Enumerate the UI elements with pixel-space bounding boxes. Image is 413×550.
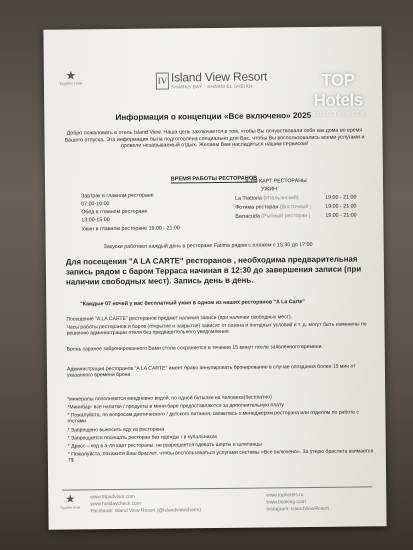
restaurant-cuisine: (Восточный ) xyxy=(279,203,312,211)
restaurant-cuisine: (Рыбный ресторан ) xyxy=(261,212,311,220)
footer-divider xyxy=(62,486,372,490)
corner-logo xyxy=(58,69,84,85)
main-restaurant-line: Завтрак в главном ресторане xyxy=(81,192,154,200)
snacks-info: Закуски работают каждый день в ресторане Fatima рядом с пляжем с 15:30 до 17:00 xyxy=(103,241,313,251)
booking-notice: Для посещения "A LA CARTE" ресторанов , необходима предварительная запись рядом с баром Терраса начиная в 12:30 до завершения записи (при наличии свободных мест). Запись день в день. xyxy=(65,254,362,287)
restaurant-time: 19:00 - 21:00 xyxy=(325,212,357,219)
footer-link: www.holidaycheck.com xyxy=(90,501,141,508)
restaurant-time: 19:00 - 21:00 xyxy=(325,203,357,210)
watermark-title: TOP Hotels xyxy=(313,70,363,110)
note-item: *Минибар- все напитки / продукты в мини-баре предоставляются за дополнительную плату xyxy=(67,402,284,411)
footer-link: Instagram: IslandViewResort xyxy=(266,506,329,513)
dinner-label: УЖИН xyxy=(261,186,277,193)
alacarte-restaurant-row xyxy=(235,195,299,202)
alacarte-restaurant-row xyxy=(235,204,311,211)
alacarte-heading: А-ЛЯ КАРТ РЕСТОРАНЫ xyxy=(244,178,307,185)
restaurant-time: 19:00 - 21:00 xyxy=(325,194,357,201)
rule-text: Администрация ресторанов "A LA CARTE" имеет право аннулировать бронирование в случае опоздания более 15 мин от указанного времени брони. xyxy=(66,363,356,379)
star-icon: ★ xyxy=(65,68,77,83)
note-item: * Запрещается посещать ресторан без одежды / в купальниках xyxy=(67,433,218,442)
rule-text: Часы работы ресторанов и баров (открытие и закрытие) зависят от сезона и погодных условий и т. д. могут быть изменены по решению администрации отеля без предварительного уведомления. xyxy=(66,321,367,337)
main-restaurant-line: Обед в главном ресторане xyxy=(81,208,148,216)
free-dinner-note: "Каждые 07 ночей у вас бесплатный ужин в одном из наших ресторанов "A La Carte" xyxy=(80,299,305,308)
rule-text: Посещение "A LA CARTE" ресторанов предмет наличия записи (при наличии свободных мест). xyxy=(66,314,293,323)
note-item: * Пожалуйста, по вопросам диетического / детского питания, свяжитесь с менеджером ресторана или отделом по работе с гостями xyxy=(67,409,360,425)
star-icon: ★ xyxy=(65,493,76,506)
watermark-subtitle: ФОТО ТУРИСТА xyxy=(312,111,365,118)
footer-logo xyxy=(60,494,80,509)
footer-logo-caption: Egyptian Hotel xyxy=(60,505,81,510)
hotel-name: Island View Resort xyxy=(170,69,268,85)
hotel-brand xyxy=(156,69,316,90)
restaurant-cuisine: (Итальянский) xyxy=(263,195,299,202)
info-sheet xyxy=(43,26,386,530)
footer-link: www.booking.com xyxy=(266,500,306,506)
restaurant-name: Barracuda xyxy=(235,213,260,220)
note-item: * Пожалуйста, покажите Ваш браслет, чтобы воспользоваться услугами системы «Все включено». За утерю браслета взимается 7$ xyxy=(67,448,374,464)
hours-heading: ВРЕМЯ РАБОТЫ РЕСТОРАНОВ xyxy=(170,175,258,183)
alacarte-restaurant-row xyxy=(235,213,310,220)
footer-link: Facebook: Island View Resort (@islandviewsharm) xyxy=(90,508,202,515)
footer-link: www.tripadvisor.com xyxy=(90,494,135,501)
hotel-logo-mark: IV xyxy=(156,72,169,89)
intro-text: Добро пожаловать в отель Island View. Наша цель заключается в том, чтобы Вы почувствовали себя как дома во время Вашего отпуска. Эта информация была подготовлена специально для Вас, чтобы Вы воспользовались всеми услугами и провели незабываемый отдых. Желаем Вам насладиться нашим сервисом! xyxy=(64,127,365,150)
note-item: *минералы пополняются ежедневно водой, по одной бутылке на человека(бесплатно) xyxy=(67,394,272,403)
note-item: * Запрещено выносить еду из ресторана xyxy=(67,426,165,434)
restaurant-name: La Trattoria xyxy=(235,195,262,202)
document-title: Информация о концепции «Все включено» 2025 xyxy=(115,110,312,123)
main-restaurant-line: 13:00-15:00 xyxy=(81,217,110,224)
hotel-location: SHARKS BAY · SHARM EL SHEIKH xyxy=(170,83,253,90)
restaurant-name: Фотима ресторан xyxy=(235,204,279,211)
rule-text: Бронь заранее забронированного Вами стола сохраняется в течение 15 минут после заявленного времени. xyxy=(66,343,323,353)
main-restaurant-line: 07:00-10:00 xyxy=(81,201,110,208)
note-item: * Дресс – код в а-ля карт рестораны: не разрешается одевать шорты и шлепанцы xyxy=(67,441,262,450)
footer-link: www.tophotels.ru xyxy=(266,493,304,499)
corner-logo-caption: Egyptian Hotel xyxy=(59,81,83,86)
main-restaurant-line: Ужин в главном ресторане 19:00 - 21:00 xyxy=(81,225,180,233)
